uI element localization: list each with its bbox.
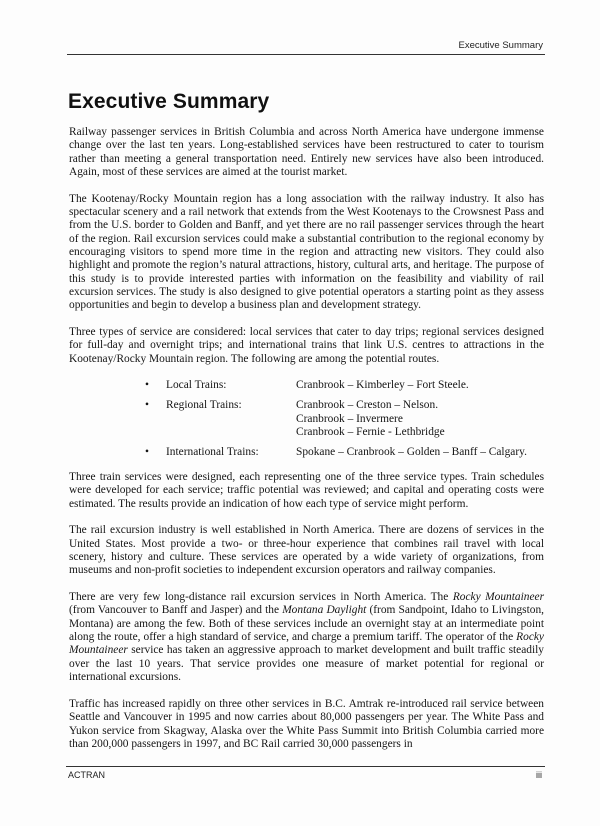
service-name-rocky-mountaineer: Rocky Mountaineer	[69, 631, 544, 657]
route-item-local	[69, 379, 544, 392]
text-run: There are very few long-distance rail excursion services in North America. The	[69, 591, 453, 604]
route-line: Spokane – Cranbrook – Golden – Banff – Calgary.	[296, 445, 527, 458]
running-title: Executive Summary	[458, 40, 543, 51]
route-list	[69, 379, 544, 459]
route-line: Cranbrook – Creston – Nelson.	[296, 399, 439, 412]
paragraph-intro: Railway passenger services in British Columbia and across North America have undergone immense change over the last ten years. Long-established services have been restructured to cater to tourism rather than meeting a general transportation need. Entirely new services have also been introduced. Again, most of these services are aimed at the tourist market.	[69, 126, 544, 179]
paragraph-industry: The rail excursion industry is well established in North America. There are dozens of services in the United States. Most provide a two- or three-hour experience that combines rail travel with local scenery, history and culture. These services are operated by a wide variety of organizations, from museums and non-profit societies to independent excursion operators and railway companies.	[69, 524, 544, 577]
route-line: Cranbrook – Invermere	[296, 412, 403, 425]
service-name-montana-daylight: Montana Daylight	[282, 604, 367, 617]
paragraph-service-types: Three types of service are considered: local services that cater to day trips; regional services designed for full-day and overnight trips; and international trains that link U.S. centres to attractions in the Kootenay/Rocky Mountain region. The following are among the potential routes.	[69, 326, 544, 365]
bullet-icon: •	[145, 445, 149, 458]
route-lines	[296, 399, 445, 439]
document-body	[69, 126, 544, 764]
route-item-international	[69, 446, 544, 459]
text-run: (from Vancouver to Banff and Jasper) and the	[69, 604, 283, 617]
paragraph-train-services: Three train services were designed, each representing one of the three service types. Train schedules were developed for each service; traffic potential was reviewed; and capital and operating costs were estimated. The results provide an indication of how each type of service might perform.	[69, 471, 544, 510]
route-label: Regional Trains:	[166, 399, 242, 412]
footer-organization: ACTRAN	[68, 770, 106, 780]
text-run: service has taken an aggressive approach to market development and built traffic steadily over the last 10 years. That service provides one measure of market potential for regional or international excursions.	[69, 644, 544, 684]
page-title: Executive Summary	[68, 90, 270, 113]
page-header	[67, 39, 545, 55]
paragraph-traffic: Traffic has increased rapidly on three other services in B.C. Amtrak re-introduced rail service between Seattle and Vancouver in 1995 and now carries about 80,000 passengers per year. The White Pass and Yukon service from Skagway, Alaska over the White Pass Summit into British Columbia carried more than 200,000 passengers in 1997, and BC Rail carried 30,000 passengers in	[69, 697, 544, 750]
route-item-regional	[69, 399, 544, 439]
route-line: Cranbrook – Kimberley – Fort Steele.	[296, 379, 469, 392]
paragraph-region: The Kootenay/Rocky Mountain region has a long association with the railway industry. It also has spectacular scenery and a rail network that extends from the West Kootenays to the Crowsnest Pass and from the U.S. border to Golden and Banff, and yet there are no rail passenger services through the heart of the region. Rail excursion services could make a substantial contribution to the regional economy by encouraging visitors to spend more time in the region and attracting new visitors. They could also highlight and promote the region’s natural attractions, history, cultural arts, and heritage. The purpose of this study is to provide interested parties with information on the feasibility and viability of rail excursion services. The study is also designed to give potential operators a starting point as they assess opportunities and begin to develop a business plan and development strategy.	[69, 192, 544, 312]
route-lines	[296, 379, 469, 392]
bullet-icon: •	[145, 399, 149, 412]
route-label: International Trains:	[166, 445, 259, 458]
route-lines	[296, 446, 527, 459]
route-line: Cranbrook – Fernie - Lethbridge	[296, 425, 445, 438]
page-footer	[66, 766, 545, 780]
page-number: iii	[536, 770, 542, 780]
bullet-icon: •	[145, 379, 149, 392]
text-run: (from Sandpoint, Idaho to Livingston, Montana) are among the few. Both of these services include an overnight stay at an intermediate point along the route, offer a high standard of service, and charge a premium tariff. The operator of the	[69, 604, 544, 644]
paragraph-long-distance	[69, 591, 544, 684]
service-name-rocky-mountaineer: Rocky Mountaineer	[452, 591, 545, 604]
route-label: Local Trains:	[166, 379, 227, 392]
